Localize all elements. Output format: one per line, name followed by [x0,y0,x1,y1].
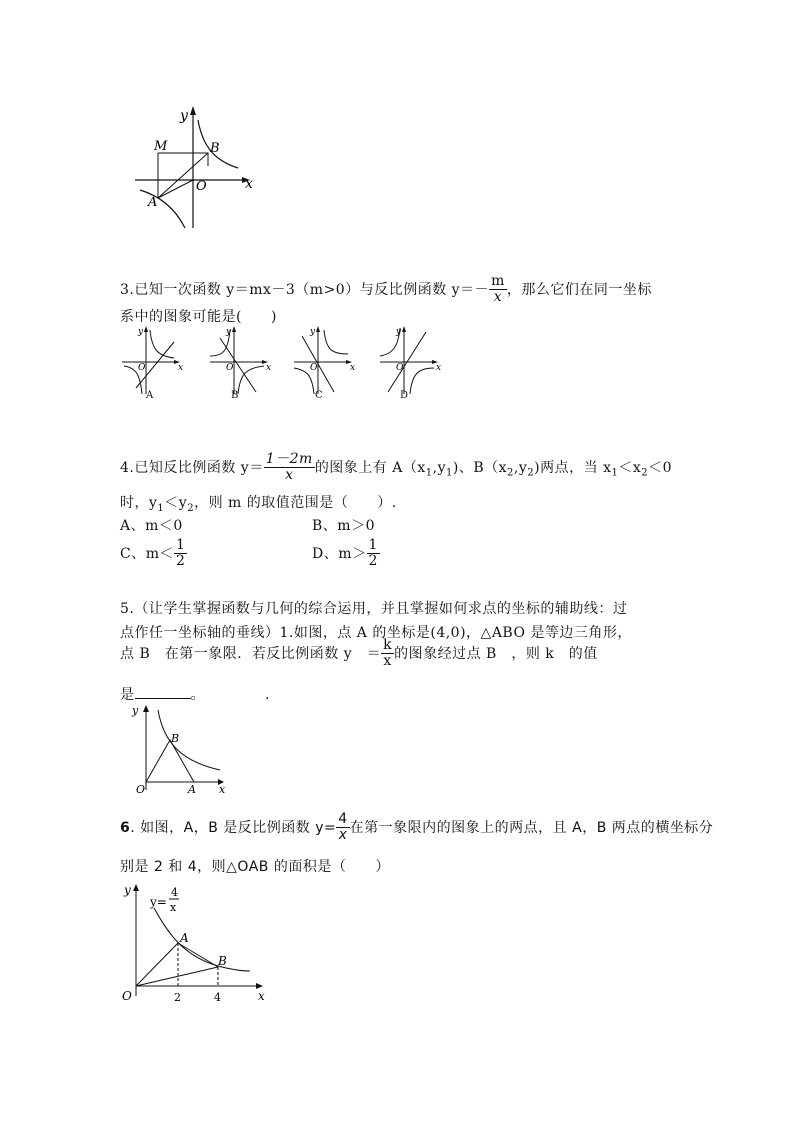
q6-figure [118,878,278,1008]
svg-text:y: y [396,327,402,337]
q3-option-b-label: B [231,390,239,401]
q3-line1: 3.已知一次函数 y＝mx－3（m>0）与反比例函数 y＝－ $\frac{m}{x}$ ，那么它们在同一坐标 [120,273,652,306]
figure-top-hyperbola [130,98,260,233]
q3-fraction: $\frac{m}{x}$ [491,273,505,306]
svg-text:x: x [258,989,265,1003]
fig-top-m-label: M [154,139,168,154]
svg-text:y: y [310,327,316,337]
q4-fraction: $\frac{1-2m}{x}$ [265,451,313,484]
q4-line2: 时，$y_1<y_2$，则 m 的取值范围是（ ）. [120,495,397,514]
svg-text:O: O [226,363,234,373]
svg-text:4: 4 [214,991,221,1004]
q3-option-d-label: D [400,390,409,401]
svg-text:O: O [122,989,132,1003]
fig-top-y-label: y [180,108,188,124]
q3-graph-c [294,326,355,394]
svg-text:B: B [171,732,180,745]
svg-text:O: O [138,363,146,373]
svg-text:2: 2 [174,991,181,1004]
svg-text:x: x [436,363,442,373]
q3-option-a-label: A [146,390,154,401]
q5-answer-blank [135,698,191,699]
svg-text:y: y [132,704,139,717]
fig-top-b-label: B [210,141,220,156]
svg-text:y: y [138,327,144,337]
q5-line3: 点 B 在第一象限．若反比例函数 y ＝ $\frac{k}{x}$ 的图象经过点 B ，则 k 的值 [120,637,598,670]
svg-text:O: O [136,783,146,796]
q4-option-b: B、m＞0 [312,518,375,534]
q5-line4: 是 。 . [120,687,270,703]
q3-graph-a [122,326,183,394]
svg-text:x: x [219,783,226,796]
fig-top-x-label: x [245,176,253,192]
q4-option-a: A、m＜0 [120,518,183,534]
svg-text:O: O [310,363,318,373]
svg-text:y: y [226,327,232,337]
q6-line1: 6. 如图，A，B 是反比例函数 y= $\frac{4}{x}$ 在第一象限内的图象上的两点，且 A，B 两点的横坐标分 [120,811,714,844]
q3-graph-b [210,326,271,394]
svg-text:y: y [124,883,131,897]
svg-text:A: A [188,783,196,796]
q3-option-c-label: C [315,390,324,401]
q6-line2: 别是 2 和 4，则△OAB 的面积是（ ） [120,859,390,875]
svg-text:O: O [396,363,404,373]
svg-text:x: x [350,363,356,373]
fig-top-a-label: A [148,195,158,210]
svg-text:4: 4 [171,886,178,899]
svg-text:x: x [170,901,177,914]
q5-figure [124,700,234,800]
q4-line1: 4.已知反比例函数 y＝ $\frac{1-2m}{x}$ 的图象上有 $A(x_1,y_1)$、$B(x_2,y_2)$两点，当 $x_1<x_2<0$ [120,451,673,484]
q4-option-c: C、m＜ $\frac{1}{2}$ [120,537,186,570]
q5-line2: 点作任一坐标轴的垂线）1.如图，点 A 的坐标是(4,0)，△ABO 是等边三角形， [120,625,632,641]
q3-graph-d [380,326,441,394]
svg-text:x: x [178,363,184,373]
q3-line2: 系中的图象可能是( ) [120,309,277,325]
svg-text:A: A [180,931,189,945]
svg-text:B: B [218,954,227,968]
q5-line1: 5.（让学生掌握函数与几何的综合运用，并且掌握如何求点的坐标的辅助线：过 [120,601,628,617]
q4-option-d: D、m＞ $\frac{1}{2}$ [312,537,378,570]
svg-text:y=: y= [150,895,167,909]
svg-text:x: x [266,363,272,373]
fig-top-origin-label: O [196,179,207,194]
